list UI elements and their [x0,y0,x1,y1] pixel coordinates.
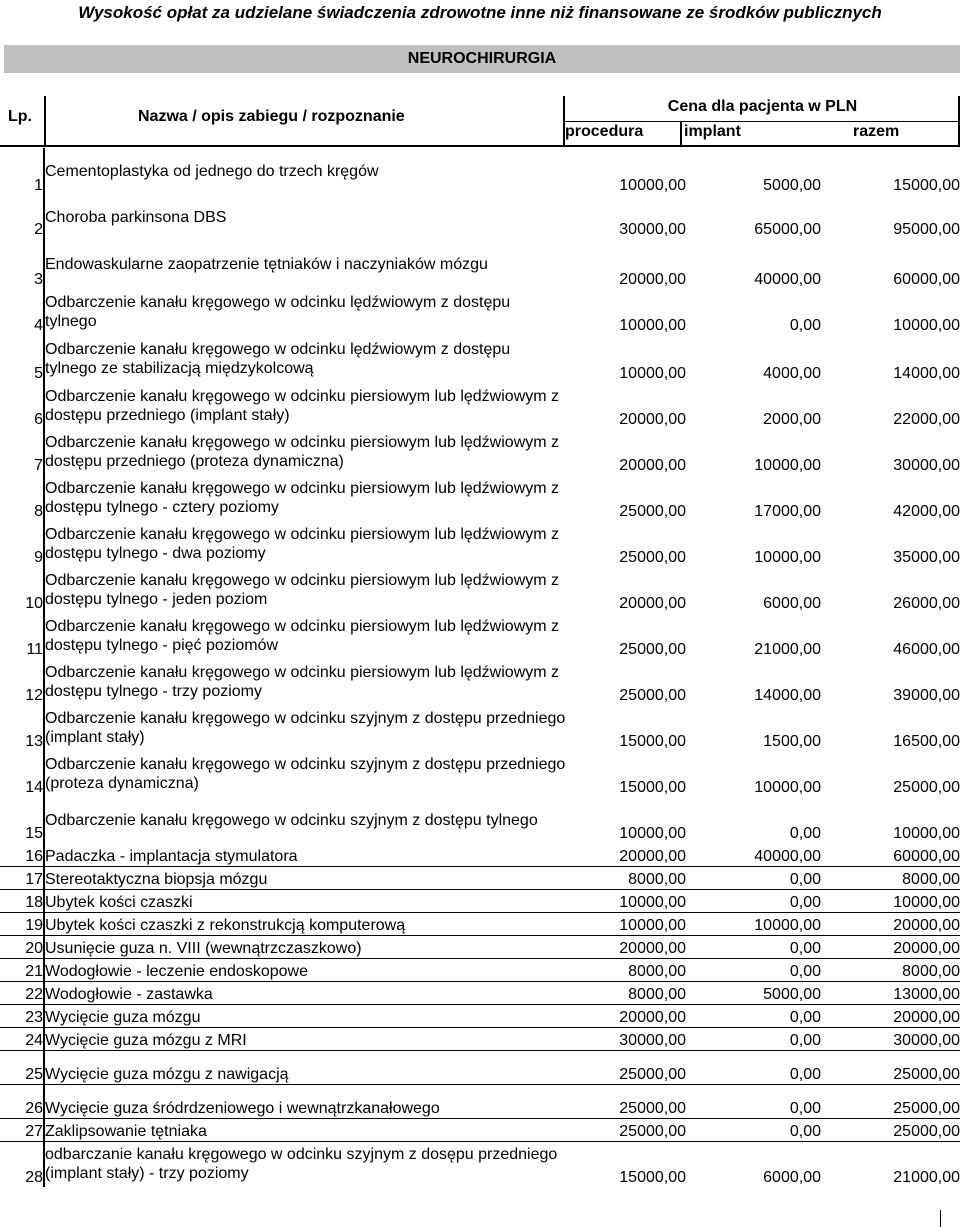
row-procedura: 8000,00 [566,866,686,889]
row-razem: 46000,00 [893,641,960,658]
row-lp: 8 [0,475,44,521]
row-procedura: 10000,00 [619,365,686,382]
row-lp: 22 [0,981,44,1004]
row-procedura: 10000,00 [566,889,686,912]
row-lp: 7 [0,429,44,475]
row-implant: 40000,00 [754,271,821,288]
table-row [0,935,960,958]
row-lp: 25 [0,1050,44,1084]
row-razem: 16500,00 [893,733,960,750]
row-razem: 15000,00 [893,177,960,194]
row-name: Odbarczenie kanału kręgowego w odcinku szyjnym z dostępu przedniego (proteza dynamiczna) [45,756,566,792]
header-razem: razem [853,123,900,140]
row-implant: 14000,00 [754,687,821,704]
table-row [0,981,960,1004]
row-implant: 10000,00 [754,457,821,474]
row-razem: 13000,00 [821,981,960,1004]
row-procedura: 20000,00 [566,1004,686,1027]
row-procedura: 20000,00 [619,457,686,474]
row-implant: 17000,00 [754,503,821,520]
row-lp: 28 [0,1141,44,1187]
row-razem: 25000,00 [821,1050,960,1084]
row-name: Odbarczenie kanału kręgowego w odcinku piersiowym lub lędźwiowym z dostępu przedniego (proteza dynamiczna) [45,434,560,470]
row-lp: 27 [0,1118,44,1141]
table-row [0,521,960,567]
row-lp: 1 [0,148,44,195]
row-lp: 26 [0,1084,44,1118]
row-implant: 6000,00 [763,1169,821,1186]
row-implant: 10000,00 [754,779,821,796]
table-row [0,148,960,195]
row-name: Odbarczenie kanału kręgowego w odcinku piersiowym lub lędźwiowym z dostępu tylnego - jeden poziom [45,572,560,608]
department-banner: NEUROCHIRURGIA [4,45,960,73]
row-procedura: 20000,00 [619,595,686,612]
row-razem: 42000,00 [893,503,960,520]
row-name: Stereotaktyczna biopsja mózgu [44,866,566,889]
row-name: Odbarczenie kanału kręgowego w odcinku piersiowym lub lędźwiowym z dostępu tylnego - cztery poziomy [45,480,560,516]
header-bottom-line [0,145,960,147]
row-procedura: 25000,00 [619,641,686,658]
row-procedura: 25000,00 [619,687,686,704]
row-name: Odbarczenie kanału kręgowego w odcinku lędźwiowym z dostępu tylnego ze stabilizacją międzykolcową [45,341,511,377]
table-row [0,659,960,705]
table-row [0,289,960,335]
table-row [0,751,960,797]
table-row [0,429,960,475]
row-name: Odbarczenie kanału kręgowego w odcinku szyjnym z dostępu przedniego (implant stały) [45,710,566,746]
row-razem: 26000,00 [893,595,960,612]
row-razem: 60000,00 [893,271,960,288]
row-implant: 2000,00 [763,411,821,428]
row-name: Wodogłowie - leczenie endoskopowe [44,958,566,981]
row-implant: 5000,00 [763,177,821,194]
table-row [0,912,960,935]
row-implant: 4000,00 [763,365,821,382]
row-implant: 0,00 [686,889,821,912]
header-divider-proc [680,122,682,146]
row-razem: 30000,00 [893,457,960,474]
row-implant: 0,00 [686,1118,821,1141]
row-razem: 20000,00 [821,935,960,958]
row-lp: 18 [0,889,44,912]
row-razem: 21000,00 [893,1169,960,1186]
row-razem: 25000,00 [821,1084,960,1118]
row-razem: 10000,00 [893,825,960,842]
row-razem: 20000,00 [821,912,960,935]
row-implant: 0,00 [686,1027,821,1050]
row-procedura: 30000,00 [566,1027,686,1050]
row-procedura: 15000,00 [619,733,686,750]
row-name: Wycięcie guza śródrdzeniowego i wewnątrzkanałowego [44,1084,566,1118]
row-lp: 20 [0,935,44,958]
row-name: Odbarczenie kanału kręgowego w odcinku piersiowym lub lędźwiowym z dostępu tylnego - trzy poziomy [45,664,560,700]
row-name: Padaczka - implantacja stymulatora [44,843,566,866]
header-sub-line [563,121,960,122]
header-implant: implant [684,123,741,140]
row-procedura: 20000,00 [619,271,686,288]
row-lp: 2 [0,195,44,239]
row-razem: 10000,00 [821,889,960,912]
row-razem: 95000,00 [893,221,960,238]
row-procedura: 15000,00 [619,1169,686,1186]
row-implant: 5000,00 [686,981,821,1004]
row-razem: 60000,00 [821,843,960,866]
row-name: Odbarczenie kanału kręgowego w odcinku szyjnym z dostępu tylnego [45,811,538,829]
row-procedura: 25000,00 [619,503,686,520]
table-row [0,383,960,429]
row-razem: 25000,00 [821,1118,960,1141]
table-row [0,239,960,289]
table-row [0,1050,960,1084]
table-row [0,613,960,659]
row-name: Wycięcie guza mózgu [44,1004,566,1027]
row-lp: 23 [0,1004,44,1027]
table-row [0,843,960,866]
table-row [0,475,960,521]
row-lp: 3 [0,239,44,289]
row-implant: 0,00 [686,1004,821,1027]
row-lp: 4 [0,289,44,335]
table-row [0,797,960,843]
table-row [0,335,960,383]
row-procedura: 25000,00 [566,1050,686,1084]
header-lp: Lp. [8,108,32,125]
row-name: Choroba parkinsona DBS [45,208,227,226]
row-procedura: 10000,00 [619,177,686,194]
row-procedura: 20000,00 [566,843,686,866]
row-lp: 15 [0,797,44,843]
row-procedura: 20000,00 [566,935,686,958]
table-row [0,1084,960,1118]
price-table [0,148,960,1187]
row-procedura: 25000,00 [566,1118,686,1141]
row-name: Wodogłowie - zastawka [44,981,566,1004]
row-implant: 65000,00 [754,221,821,238]
row-name: odbarczanie kanału kręgowego w odcinku szyjnym z dosępu przedniego (implant stały) - trzy poziomy [45,1146,558,1183]
row-implant: 0,00 [789,825,821,842]
row-razem: 8000,00 [821,866,960,889]
row-implant: 0,00 [789,317,821,334]
page-title: Wysokość opłat za udzielane świadczenia zdrowotne inne niż finansowane ze środków publicznych [78,3,882,22]
row-lp: 11 [0,613,44,659]
row-procedura: 25000,00 [566,1084,686,1118]
row-razem: 39000,00 [893,687,960,704]
row-implant: 0,00 [686,958,821,981]
row-procedura: 15000,00 [619,779,686,796]
row-name: Wycięcie guza mózgu z MRI [44,1027,566,1050]
table-row [0,958,960,981]
row-name: Usunięcie guza n. VIII (wewnątrzczaszkowo) [44,935,566,958]
table-row [0,195,960,239]
table-row [0,705,960,751]
row-razem: 14000,00 [893,365,960,382]
row-procedura: 8000,00 [566,958,686,981]
row-procedura: 10000,00 [619,825,686,842]
row-implant: 0,00 [686,1084,821,1118]
row-lp: 14 [0,751,44,797]
row-procedura: 10000,00 [566,912,686,935]
row-implant: 40000,00 [686,843,821,866]
header-name: Nazwa / opis zabiegu / rozpoznanie [138,108,405,125]
row-name: Odbarczenie kanału kręgowego w odcinku piersiowym lub lędźwiowym z dostępu tylnego - dwa poziomy [45,526,560,562]
row-name: Cementoplastyka od jednego do trzech kręgów [45,163,379,180]
row-name: Odbarczenie kanału kręgowego w odcinku piersiowym lub lędźwiowym z dostępu tylnego - pięć poziomów [45,618,560,654]
row-lp: 16 [0,843,44,866]
row-implant: 21000,00 [754,641,821,658]
table-row [0,1118,960,1141]
row-razem: 25000,00 [893,779,960,796]
row-lp: 13 [0,705,44,751]
row-implant: 10000,00 [686,912,821,935]
row-lp: 5 [0,335,44,383]
row-razem: 20000,00 [821,1004,960,1027]
row-implant: 10000,00 [754,549,821,566]
row-procedura: 10000,00 [619,317,686,334]
row-name: Odbarczenie kanału kręgowego w odcinku piersiowym lub lędźwiowym z dostępu przedniego (implant stały) [45,388,560,424]
row-lp: 10 [0,567,44,613]
row-implant: 0,00 [686,866,821,889]
header-divider-lp [44,96,46,146]
row-razem: 10000,00 [893,317,960,334]
row-implant: 0,00 [686,935,821,958]
table-row [0,567,960,613]
row-lp: 12 [0,659,44,705]
table-row [0,866,960,889]
row-razem: 22000,00 [893,411,960,428]
row-lp: 6 [0,383,44,429]
table-row [0,1141,960,1187]
row-lp: 9 [0,521,44,567]
row-implant: 6000,00 [763,595,821,612]
row-procedura: 20000,00 [619,411,686,428]
row-procedura: 30000,00 [619,221,686,238]
row-implant: 1500,00 [763,733,821,750]
row-implant: 0,00 [686,1050,821,1084]
header-price: Cena dla pacjenta w PLN [667,98,858,115]
row-procedura: 25000,00 [619,549,686,566]
row-razem: 35000,00 [893,549,960,566]
header-procedura: procedura [565,123,644,140]
row-lp: 17 [0,866,44,889]
table-row [0,1027,960,1050]
row-name: Odbarczenie kanału kręgowego w odcinku lędźwiowym z dostępu tylnego [45,294,511,330]
trailing-line [940,1210,941,1227]
row-procedura: 8000,00 [566,981,686,1004]
row-name: Ubytek kości czaszki z rekonstrukcją komputerową [44,912,566,935]
row-name: Wycięcie guza mózgu z nawigacją [44,1050,566,1084]
row-razem: 30000,00 [821,1027,960,1050]
row-lp: 19 [0,912,44,935]
row-lp: 24 [0,1027,44,1050]
row-name: Zaklipsowanie tętniaka [44,1118,566,1141]
row-name: Endowaskularne zaopatrzenie tętniaków i naczyniaków mózgu [45,255,488,273]
row-lp: 21 [0,958,44,981]
table-row [0,1004,960,1027]
row-razem: 8000,00 [821,958,960,981]
row-name: Ubytek kości czaszki [44,889,566,912]
table-row [0,889,960,912]
